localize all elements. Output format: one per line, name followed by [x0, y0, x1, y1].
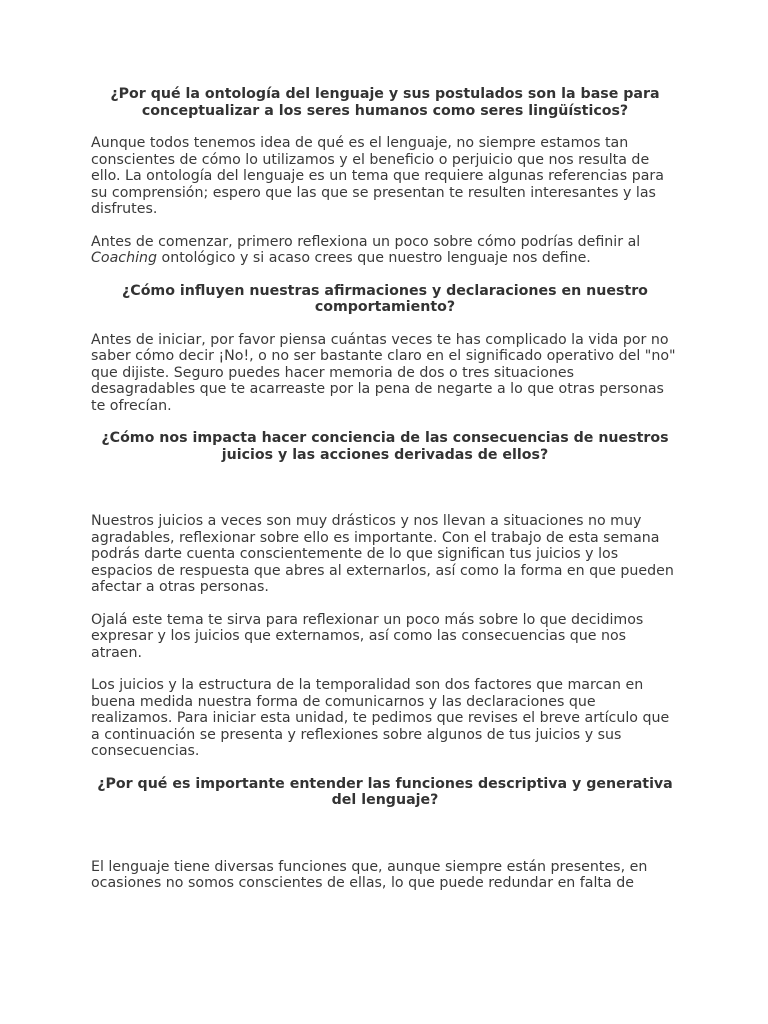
paragraph-coaching [91, 234, 679, 267]
paragraph-juicios-drasticos: Nuestros juicios a veces son muy drásticos y nos llevan a situaciones no muy agradables, reflexionar sobre ello es importante. Con el trabajo de esta semana podrás darte cuenta conscientemente de lo que significan tus juicios y los espacios de respuesta que abres al externarlos, así como la forma en que pueden afectar a otras personas. [91, 513, 674, 595]
section-heading-funciones: ¿Por qué es importante entender las funciones descriptiva y generativa del lenguaje? [97, 775, 673, 808]
section-heading-afirmaciones: ¿Cómo influyen nuestras afirmaciones y declaraciones en nuestro comportamiento? [122, 282, 648, 315]
section-heading-juicios-line1: ¿Cómo nos impacta hacer conciencia de las consecuencias de nuestros [101, 430, 669, 446]
section-heading-juicios [91, 430, 679, 463]
document-body [91, 86, 679, 892]
paragraph-coaching-end: ontológico y si acaso crees que nuestro lenguaje nos define. [157, 250, 591, 266]
paragraph-decir-no: Antes de iniciar, por favor piensa cuántas veces te has complicado la vida por no saber cómo decir ¡No!, o no ser bastante claro en el significado operativo del "no" que dijiste. Seguro puedes hacer memoria de dos o tres situaciones desagradables que te acarreaste por la pena de negarte a lo que otras personas te ofrecían. [91, 331, 676, 414]
paragraph-coaching-start: Antes de comenzar, primero reflexiona un poco sobre cómo podrías definir al [91, 233, 641, 250]
section-heading-ontologia: ¿Por qué la ontología del lenguaje y sus postulados son la base para conceptualizar a los seres humanos como seres lingüísticos? [110, 86, 660, 119]
paragraph-funciones: El lenguaje tiene diversas funciones que, aunque siempre están presentes, en ocasiones no somos conscientes de ellas, lo que puede redundar en falta de [91, 858, 648, 891]
paragraph-reflexionar: Ojalá este tema te sirva para reflexionar un poco más sobre lo que decidimos expresar y los juicios que externamos, así como las consecuencias que nos atraen. [91, 611, 644, 661]
paragraph-intro: Aunque todos tenemos idea de qué es el lenguaje, no siempre estamos tan conscientes de cómo lo utilizamos y el beneficio o perjuicio que nos resulta de ello. La ontología del lenguaje es un tema que requiere algunas referencias para su comprensión; espero que las que se presentan te resulten interesantes y las disfrutes. [91, 135, 664, 217]
section-heading-juicios-line2: juicios y las acciones derivadas de ellos? [221, 446, 549, 463]
coaching-emphasis: Coaching [91, 250, 158, 266]
paragraph-temporalidad: Los juicios y la estructura de la temporalidad son dos factores que marcan en buena medida nuestra forma de comunicarnos y las declaraciones que realizamos. Para iniciar esta unidad, te pedimos que revises el breve artículo que a continuación se presenta y reflexiones sobre algunos de tus juicios y sus consecuencias. [91, 677, 670, 759]
